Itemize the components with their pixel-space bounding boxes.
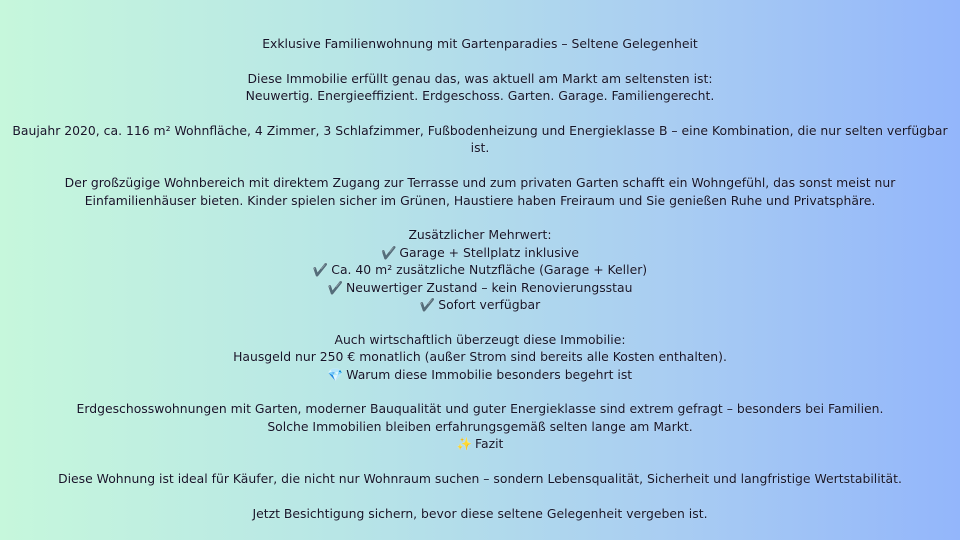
added-value-item [0, 244, 960, 261]
added-value-item [0, 279, 960, 296]
demand-line-1: Erdgeschosswohnungen mit Garten, moderner Bauqualität und guter Energieklasse sind extrem gefragt – besonders bei Familien. [76, 401, 884, 417]
intro-line-2: Neuwertig. Energieeffizient. Erdgeschoss. Garten. Garage. Familiengerecht. [245, 88, 715, 104]
listing-title: Exklusive Familienwohnung mit Gartenparadies – Seltene Gelegenheit [262, 36, 698, 51]
living-paragraph: Der großzügige Wohnbereich mit direktem Zugang zur Terrasse und zum privaten Garten schafft ein Wohngefühl, das sonst meist nur Einfamilienhäuser bieten. Kinder spielen sicher im Grünen, Haustiere haben Freiraum und Sie genießen Ruhe und Privatsphäre. [64, 175, 896, 208]
spacer [0, 157, 960, 174]
conclusion-text: Diese Wohnung ist ideal für Käufer, die nicht nur Wohnraum suchen – sondern Lebensqualität, Sicherheit und langfristige Wertstabilität. [58, 471, 902, 487]
conclusion-heading [0, 435, 960, 452]
added-value-item-text: Garage + Stellplatz inklusive [399, 244, 580, 260]
spacer [0, 209, 960, 226]
gem-icon: 💎 [327, 366, 344, 382]
added-value-heading: Zusätzlicher Mehrwert: [408, 227, 552, 243]
intro-line-1: Diese Immobilie erfüllt genau das, was aktuell am Markt am seltensten ist: [247, 70, 713, 86]
added-value-item-text: Sofort verfügbar [438, 297, 541, 313]
call-to-action: Jetzt Besichtigung sichern, bevor diese seltene Gelegenheit vergeben ist. [252, 505, 708, 521]
conclusion-heading-text: Fazit [475, 436, 504, 452]
spacer [0, 313, 960, 330]
why-heading-text: Warum diese Immobilie besonders begehrt ist [346, 366, 633, 382]
sparkle-icon: ✨ [456, 436, 473, 452]
added-value-item-text: Neuwertiger Zustand – kein Renovierungsstau [346, 279, 633, 295]
economics-line-1: Auch wirtschaftlich überzeugt diese Immobilie: [334, 331, 626, 347]
added-value-item-text: Ca. 40 m² zusätzliche Nutzfläche (Garage + Keller) [331, 262, 648, 278]
why-heading [0, 366, 960, 383]
added-value-item [0, 261, 960, 278]
spacer [0, 52, 960, 69]
spacer [0, 383, 960, 400]
facts-paragraph: Baujahr 2020, ca. 116 m² Wohnfläche, 4 Zimmer, 3 Schlafzimmer, Fußbodenheizung und Energieklasse B – eine Kombination, die nur selten verfügbar ist. [12, 123, 948, 156]
added-value-item [0, 296, 960, 313]
spacer [0, 487, 960, 504]
listing-text [0, 35, 960, 522]
spacer [0, 105, 960, 122]
demand-line-2: Solche Immobilien bleiben erfahrungsgemäß selten lange am Markt. [267, 418, 693, 434]
spacer [0, 453, 960, 470]
check-icon: ✔️ [312, 262, 329, 278]
check-icon: ✔️ [380, 244, 397, 260]
check-icon: ✔️ [419, 297, 436, 313]
check-icon: ✔️ [327, 279, 343, 295]
economics-line-2: Hausgeld nur 250 € monatlich (außer Strom sind bereits alle Kosten enthalten). [233, 349, 727, 365]
